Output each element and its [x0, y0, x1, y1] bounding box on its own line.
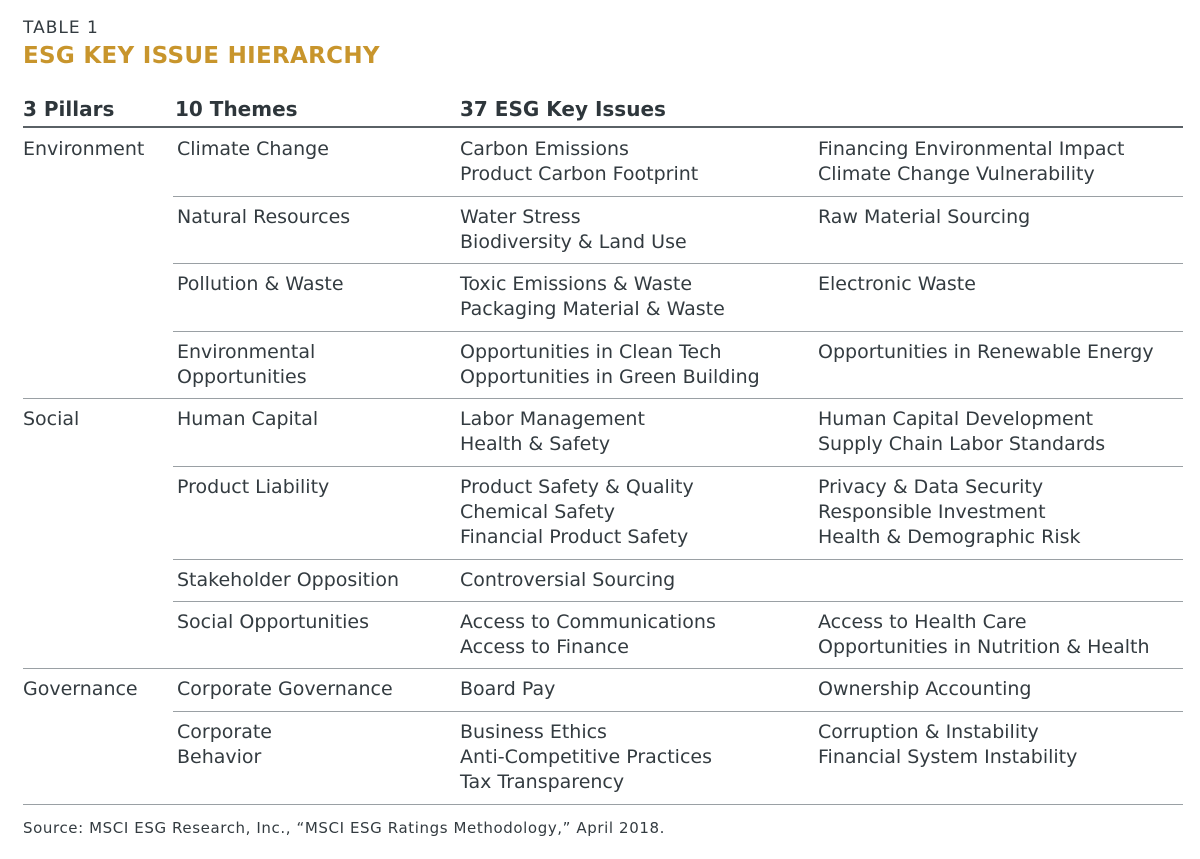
theme-name [177, 677, 393, 702]
issues-column-1 [460, 475, 694, 550]
key-issue: Access to Finance [460, 636, 629, 658]
theme-name-line: Corporate Governance [177, 678, 393, 700]
key-issue: Product Safety & Quality [460, 476, 694, 498]
theme-name [177, 568, 399, 593]
issues-column-1 [460, 720, 712, 795]
theme-name-line: Opportunities [177, 366, 307, 388]
theme-name [177, 272, 344, 297]
key-issue: Raw Material Sourcing [818, 206, 1031, 228]
theme-name-line: Human Capital [177, 408, 319, 430]
theme-name [177, 205, 350, 230]
issues-column-2 [818, 407, 1105, 457]
theme-name [177, 610, 369, 635]
pillar-name: Environment [23, 138, 145, 160]
key-issue: Tax Transparency [460, 771, 625, 793]
issues-column-2 [818, 475, 1081, 550]
header-issues: 37 ESG Key Issues [460, 97, 666, 121]
key-issue: Packaging Material & Waste [460, 298, 725, 320]
issues-column-2 [818, 205, 1030, 230]
issues-column-2 [818, 677, 1031, 702]
theme-name [177, 137, 329, 162]
table-bottom-divider [23, 804, 1183, 805]
key-issue: Ownership Accounting [818, 678, 1032, 700]
key-issue: Opportunities in Clean Tech [460, 341, 722, 363]
theme-divider [173, 331, 1183, 332]
pillar-divider [23, 668, 1183, 669]
theme-name [177, 340, 315, 390]
key-issue: Water Stress [460, 206, 581, 228]
theme-name [177, 720, 272, 770]
key-issue: Toxic Emissions & Waste [460, 273, 693, 295]
theme-divider [173, 559, 1183, 560]
issues-column-2 [818, 272, 976, 297]
issues-column-1 [460, 407, 645, 457]
key-issue: Business Ethics [460, 721, 607, 743]
key-issue: Product Carbon Footprint [460, 163, 699, 185]
key-issue: Access to Health Care [818, 611, 1027, 633]
pillar-divider [23, 398, 1183, 399]
key-issue: Health & Demographic Risk [818, 526, 1081, 548]
key-issue: Financial System Instability [818, 746, 1078, 768]
key-issue: Corruption & Instability [818, 721, 1039, 743]
theme-name-line: Natural Resources [177, 206, 351, 228]
pillar-name: Social [23, 408, 80, 430]
pillar-name: Governance [23, 678, 138, 700]
issues-column-1 [460, 205, 687, 255]
key-issue: Access to Communications [460, 611, 716, 633]
key-issue: Financial Product Safety [460, 526, 689, 548]
key-issue: Chemical Safety [460, 501, 615, 523]
issues-column-1 [460, 568, 675, 593]
page-title: ESG KEY ISSUE HIERARCHY [23, 43, 380, 69]
issues-column-1 [460, 610, 716, 660]
issues-column-2 [818, 137, 1124, 187]
theme-name [177, 475, 329, 500]
key-issue: Controversial Sourcing [460, 569, 676, 591]
theme-name-line: Pollution & Waste [177, 273, 344, 295]
theme-name [177, 407, 318, 432]
theme-name-line: Social Opportunities [177, 611, 370, 633]
key-issue: Climate Change Vulnerability [818, 163, 1095, 185]
key-issue: Biodiversity & Land Use [460, 231, 687, 253]
theme-name-line: Environmental [177, 341, 316, 363]
key-issue: Financing Environmental Impact [818, 138, 1125, 160]
theme-divider [173, 601, 1183, 602]
issues-column-1 [460, 340, 760, 390]
key-issue: Human Capital Development [818, 408, 1094, 430]
theme-divider [173, 711, 1183, 712]
issues-column-1 [460, 677, 555, 702]
header-divider [23, 126, 1183, 128]
key-issue: Supply Chain Labor Standards [818, 433, 1106, 455]
key-issue: Health & Safety [460, 433, 611, 455]
theme-name-line: Climate Change [177, 138, 329, 160]
key-issue: Anti-Competitive Practices [460, 746, 712, 768]
theme-name-line: Corporate [177, 721, 272, 743]
key-issue: Labor Management [460, 408, 645, 430]
key-issue: Opportunities in Green Building [460, 366, 760, 388]
key-issue: Board Pay [460, 678, 556, 700]
theme-divider [173, 263, 1183, 264]
theme-name-line: Behavior [177, 746, 262, 768]
theme-divider [173, 196, 1183, 197]
key-issue: Carbon Emissions [460, 138, 629, 160]
theme-name-line: Stakeholder Opposition [177, 569, 399, 591]
issues-column-2 [818, 720, 1077, 770]
issues-column-1 [460, 137, 698, 187]
issues-column-2 [818, 610, 1150, 660]
header-themes: 10 Themes [175, 97, 298, 121]
source-note: Source: MSCI ESG Research, Inc., “MSCI ESG Ratings Methodology,” April 2018. [23, 819, 665, 837]
key-issue: Privacy & Data Security [818, 476, 1044, 498]
key-issue: Opportunities in Nutrition & Health [818, 636, 1150, 658]
issues-column-1 [460, 272, 725, 322]
table-label: TABLE 1 [23, 18, 99, 38]
issues-column-2 [818, 340, 1154, 365]
key-issue: Opportunities in Renewable Energy [818, 341, 1154, 363]
key-issue: Electronic Waste [818, 273, 976, 295]
header-pillars: 3 Pillars [23, 97, 115, 121]
theme-name-line: Product Liability [177, 476, 330, 498]
theme-divider [173, 466, 1183, 467]
key-issue: Responsible Investment [818, 501, 1046, 523]
